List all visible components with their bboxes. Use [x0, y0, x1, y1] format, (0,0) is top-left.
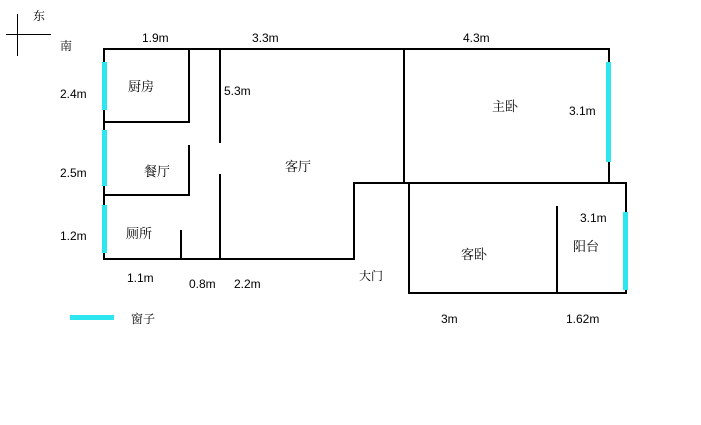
wall-kitchen-dining	[105, 121, 190, 123]
main-door-label: 大门	[359, 269, 384, 283]
dimension-inner-2: 3.1m	[569, 104, 596, 118]
wall-bottom-right	[408, 292, 627, 294]
wall-living-left	[219, 48, 221, 143]
wall-balcony-partition	[556, 206, 558, 294]
room-label-kitchen: 厨房	[128, 79, 155, 94]
wall-living-right-upper	[403, 48, 405, 182]
room-label-balcony: 阳台	[573, 239, 600, 254]
dimension-bottom-2: 0.8m	[189, 277, 216, 291]
dimension-top-3: 4.3m	[463, 31, 490, 45]
legend-window-swatch	[70, 315, 114, 320]
dimension-inner-3: 3.1m	[580, 211, 607, 225]
window-balcony	[623, 212, 628, 290]
dimension-left-3: 1.2m	[60, 229, 87, 243]
dimension-top-1: 1.9m	[142, 31, 169, 45]
room-label-dining: 餐厅	[144, 164, 171, 179]
window-dining	[102, 130, 107, 186]
wall-dining-toilet	[105, 194, 190, 196]
window-master	[606, 62, 611, 162]
wall-mid-horizontal	[353, 182, 627, 184]
wall-kitchen-right	[188, 48, 190, 123]
wall-living-right-lower	[353, 182, 355, 260]
dimension-top-2: 3.3m	[252, 31, 279, 45]
room-label-master-bedroom: 主卧	[492, 99, 519, 114]
wall-living-left-lower	[219, 174, 221, 260]
wall-bottom-left	[103, 258, 355, 260]
dimension-left-1: 2.4m	[60, 87, 87, 101]
legend-window-label: 窗子	[131, 312, 156, 326]
compass-south-label: 南	[60, 39, 73, 53]
dimension-left-2: 2.5m	[60, 166, 87, 180]
dimension-bottom-1: 1.1m	[127, 271, 154, 285]
wall-dining-right	[188, 145, 190, 195]
room-label-guest-bedroom: 客卧	[461, 247, 488, 262]
dimension-inner-1: 5.3m	[224, 84, 251, 98]
dimension-bottom-4: 3m	[441, 312, 458, 326]
window-kitchen	[102, 62, 107, 110]
room-label-toilet: 厕所	[126, 226, 153, 241]
compass-horizontal-line	[6, 34, 51, 35]
dimension-bottom-3: 2.2m	[234, 277, 261, 291]
wall-top-left	[103, 48, 403, 50]
wall-toilet-right	[180, 230, 182, 260]
compass-east-label: 东	[33, 9, 46, 23]
room-label-living: 客厅	[285, 159, 312, 174]
wall-guestroom-left	[408, 182, 410, 294]
dimension-bottom-5: 1.62m	[566, 312, 600, 326]
window-toilet	[102, 205, 107, 253]
wall-top-right	[403, 48, 610, 50]
compass-vertical-line	[17, 14, 18, 56]
